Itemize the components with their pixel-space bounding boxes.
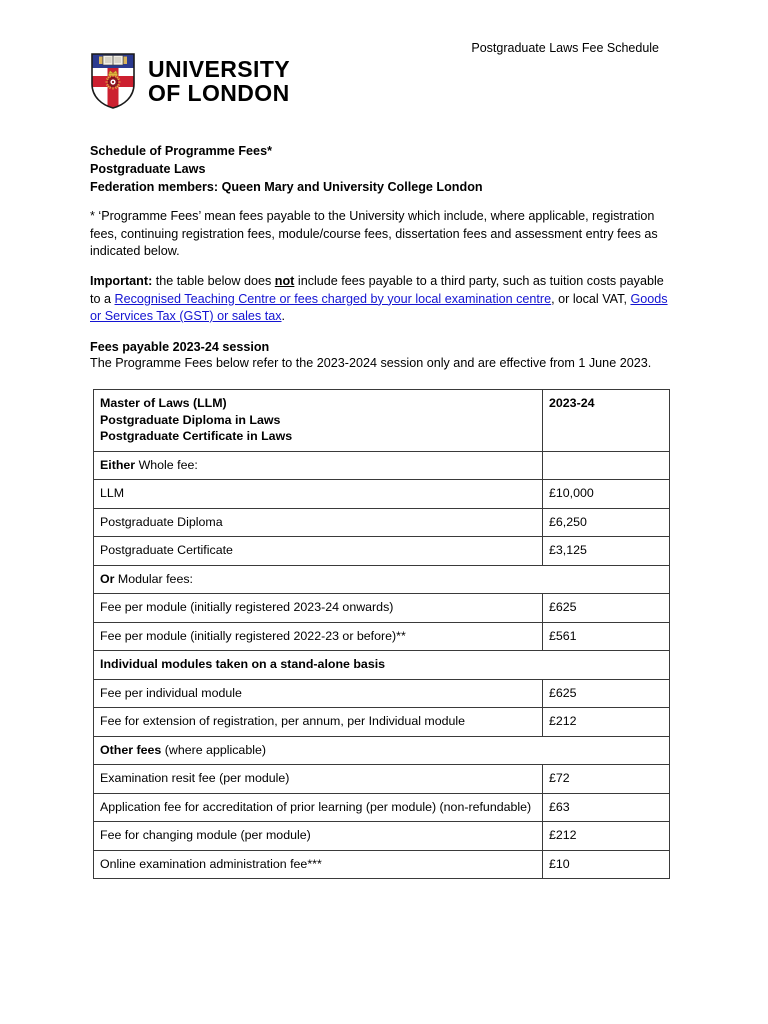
section-rest-where-applicable: (where applicable): [161, 742, 266, 757]
row-value-examination-resit-fee: £72: [543, 765, 670, 794]
row-label-online-exam-admin-fee: Online examination administration fee***: [94, 850, 543, 879]
running-title: Postgraduate Laws Fee Schedule: [471, 41, 659, 55]
row-value-either-whole-fee: [543, 451, 670, 480]
heading-postgraduate-laws: Postgraduate Laws: [90, 161, 206, 176]
row-value-postgraduate-diploma: £6,250: [543, 508, 670, 537]
row-label-individual-modules-standalone: [94, 651, 670, 680]
row-label-postgraduate-diploma: Postgraduate Diploma: [94, 508, 543, 537]
important-label: Important:: [90, 274, 153, 288]
row-value-accreditation-prior-learning: £63: [543, 793, 670, 822]
logo-line-2: OF LONDON: [148, 80, 290, 106]
link-goods-or-services-tax[interactable]: Goods or Services Tax (GST) or sales tax: [90, 291, 668, 324]
row-label-or-modular-fees: [94, 565, 670, 594]
table-row: [94, 822, 670, 851]
header-title-line-1: Master of Laws (LLM): [100, 396, 227, 410]
heading-schedule-of-programme-fees: Schedule of Programme Fees*: [90, 144, 272, 158]
section-bold-either: Either: [100, 457, 136, 472]
row-value-postgraduate-certificate: £3,125: [543, 537, 670, 566]
fee-schedule-table: [93, 389, 670, 879]
row-label-accreditation-prior-learning: Application fee for accreditation of prior learning (per module) (non-refundable): [94, 793, 543, 822]
heading-federation-members: Federation members: Queen Mary and University College London: [90, 179, 483, 194]
table-row: [94, 537, 670, 566]
row-label-other-fees: [94, 736, 670, 765]
important-text-3: , or local VAT,: [551, 291, 631, 306]
fees-payable-heading: Fees payable 2023-24 session: [90, 340, 270, 354]
table-row: [94, 508, 670, 537]
section-rest-modular-fees: Modular fees:: [114, 571, 193, 586]
important-text-2: include fees payable to a third party, such as tuition costs payable to a: [90, 274, 664, 306]
table-section-row: [94, 565, 670, 594]
important-emphasis-not: not: [274, 274, 295, 288]
section-rest-whole-fee: Whole fee:: [135, 457, 198, 472]
row-value-llm: £10,000: [543, 480, 670, 509]
table-header-year: 2023-24: [543, 390, 670, 452]
section-bold-or: Or: [100, 571, 115, 586]
row-label-fee-per-individual-module: Fee per individual module: [94, 679, 543, 708]
row-value-fee-per-module-2022-23: £561: [543, 622, 670, 651]
row-label-either-whole-fee: [94, 451, 543, 480]
row-value-fee-per-individual-module: £625: [543, 679, 670, 708]
important-paragraph: [90, 273, 668, 326]
row-value-fee-extension-of-registration: £212: [543, 708, 670, 737]
header-title-line-2: Postgraduate Diploma in Laws: [100, 412, 281, 427]
row-label-llm: LLM: [94, 480, 543, 509]
row-label-examination-resit-fee: Examination resit fee (per module): [94, 765, 543, 794]
table-section-row: [94, 651, 670, 680]
table-row: [94, 594, 670, 623]
fee-table-body: [94, 390, 670, 879]
link-recognised-teaching-centre[interactable]: Recognised Teaching Centre or fees charged by your local examination centre: [114, 291, 552, 306]
programme-fees-definition-paragraph: * ‘Programme Fees’ mean fees payable to the University which include, where applicable, registration fees, continuing registration fees, module/course fees, dissertation fees and assessment entry fees as indicated below.: [90, 209, 658, 259]
row-label-fee-per-module-2023-24: Fee per module (initially registered 2023-24 onwards): [94, 594, 543, 623]
table-header-programme-titles: [94, 390, 543, 452]
header-title-line-3: Postgraduate Certificate in Laws: [100, 429, 293, 443]
section-bold-individual-modules: Individual modules taken on a stand-alone basis: [100, 657, 386, 671]
row-label-fee-extension-of-registration: Fee for extension of registration, per annum, per Individual module: [94, 708, 543, 737]
university-of-london-crest-icon: [90, 52, 136, 110]
table-row: [94, 850, 670, 879]
important-text-4: .: [281, 309, 286, 324]
table-header-row: [94, 390, 670, 452]
university-logo: [90, 52, 290, 110]
row-label-fee-changing-module: Fee for changing module (per module): [94, 822, 543, 851]
row-label-postgraduate-certificate: Postgraduate Certificate: [94, 537, 543, 566]
row-value-online-exam-admin-fee: £10: [543, 850, 670, 879]
university-logo-wordmark: [148, 57, 290, 105]
important-text-1: the table below does: [152, 274, 275, 288]
table-row: [94, 480, 670, 509]
row-value-fee-per-module-2023-24: £625: [543, 594, 670, 623]
document-headings: [90, 143, 668, 196]
table-row: [94, 622, 670, 651]
table-section-row: [94, 736, 670, 765]
fees-payable-subtext: The Programme Fees below refer to the 2023-2024 session only and are effective from 1 June 2023.: [90, 356, 652, 370]
table-row: [94, 793, 670, 822]
table-row: [94, 679, 670, 708]
table-row: [94, 765, 670, 794]
logo-line-1: UNIVERSITY: [148, 56, 291, 82]
table-row: [94, 708, 670, 737]
table-row: [94, 451, 670, 480]
row-value-fee-changing-module: £212: [543, 822, 670, 851]
row-label-fee-per-module-2022-23: Fee per module (initially registered 2022-23 or before)**: [94, 622, 543, 651]
section-bold-other-fees: Other fees: [100, 742, 162, 757]
